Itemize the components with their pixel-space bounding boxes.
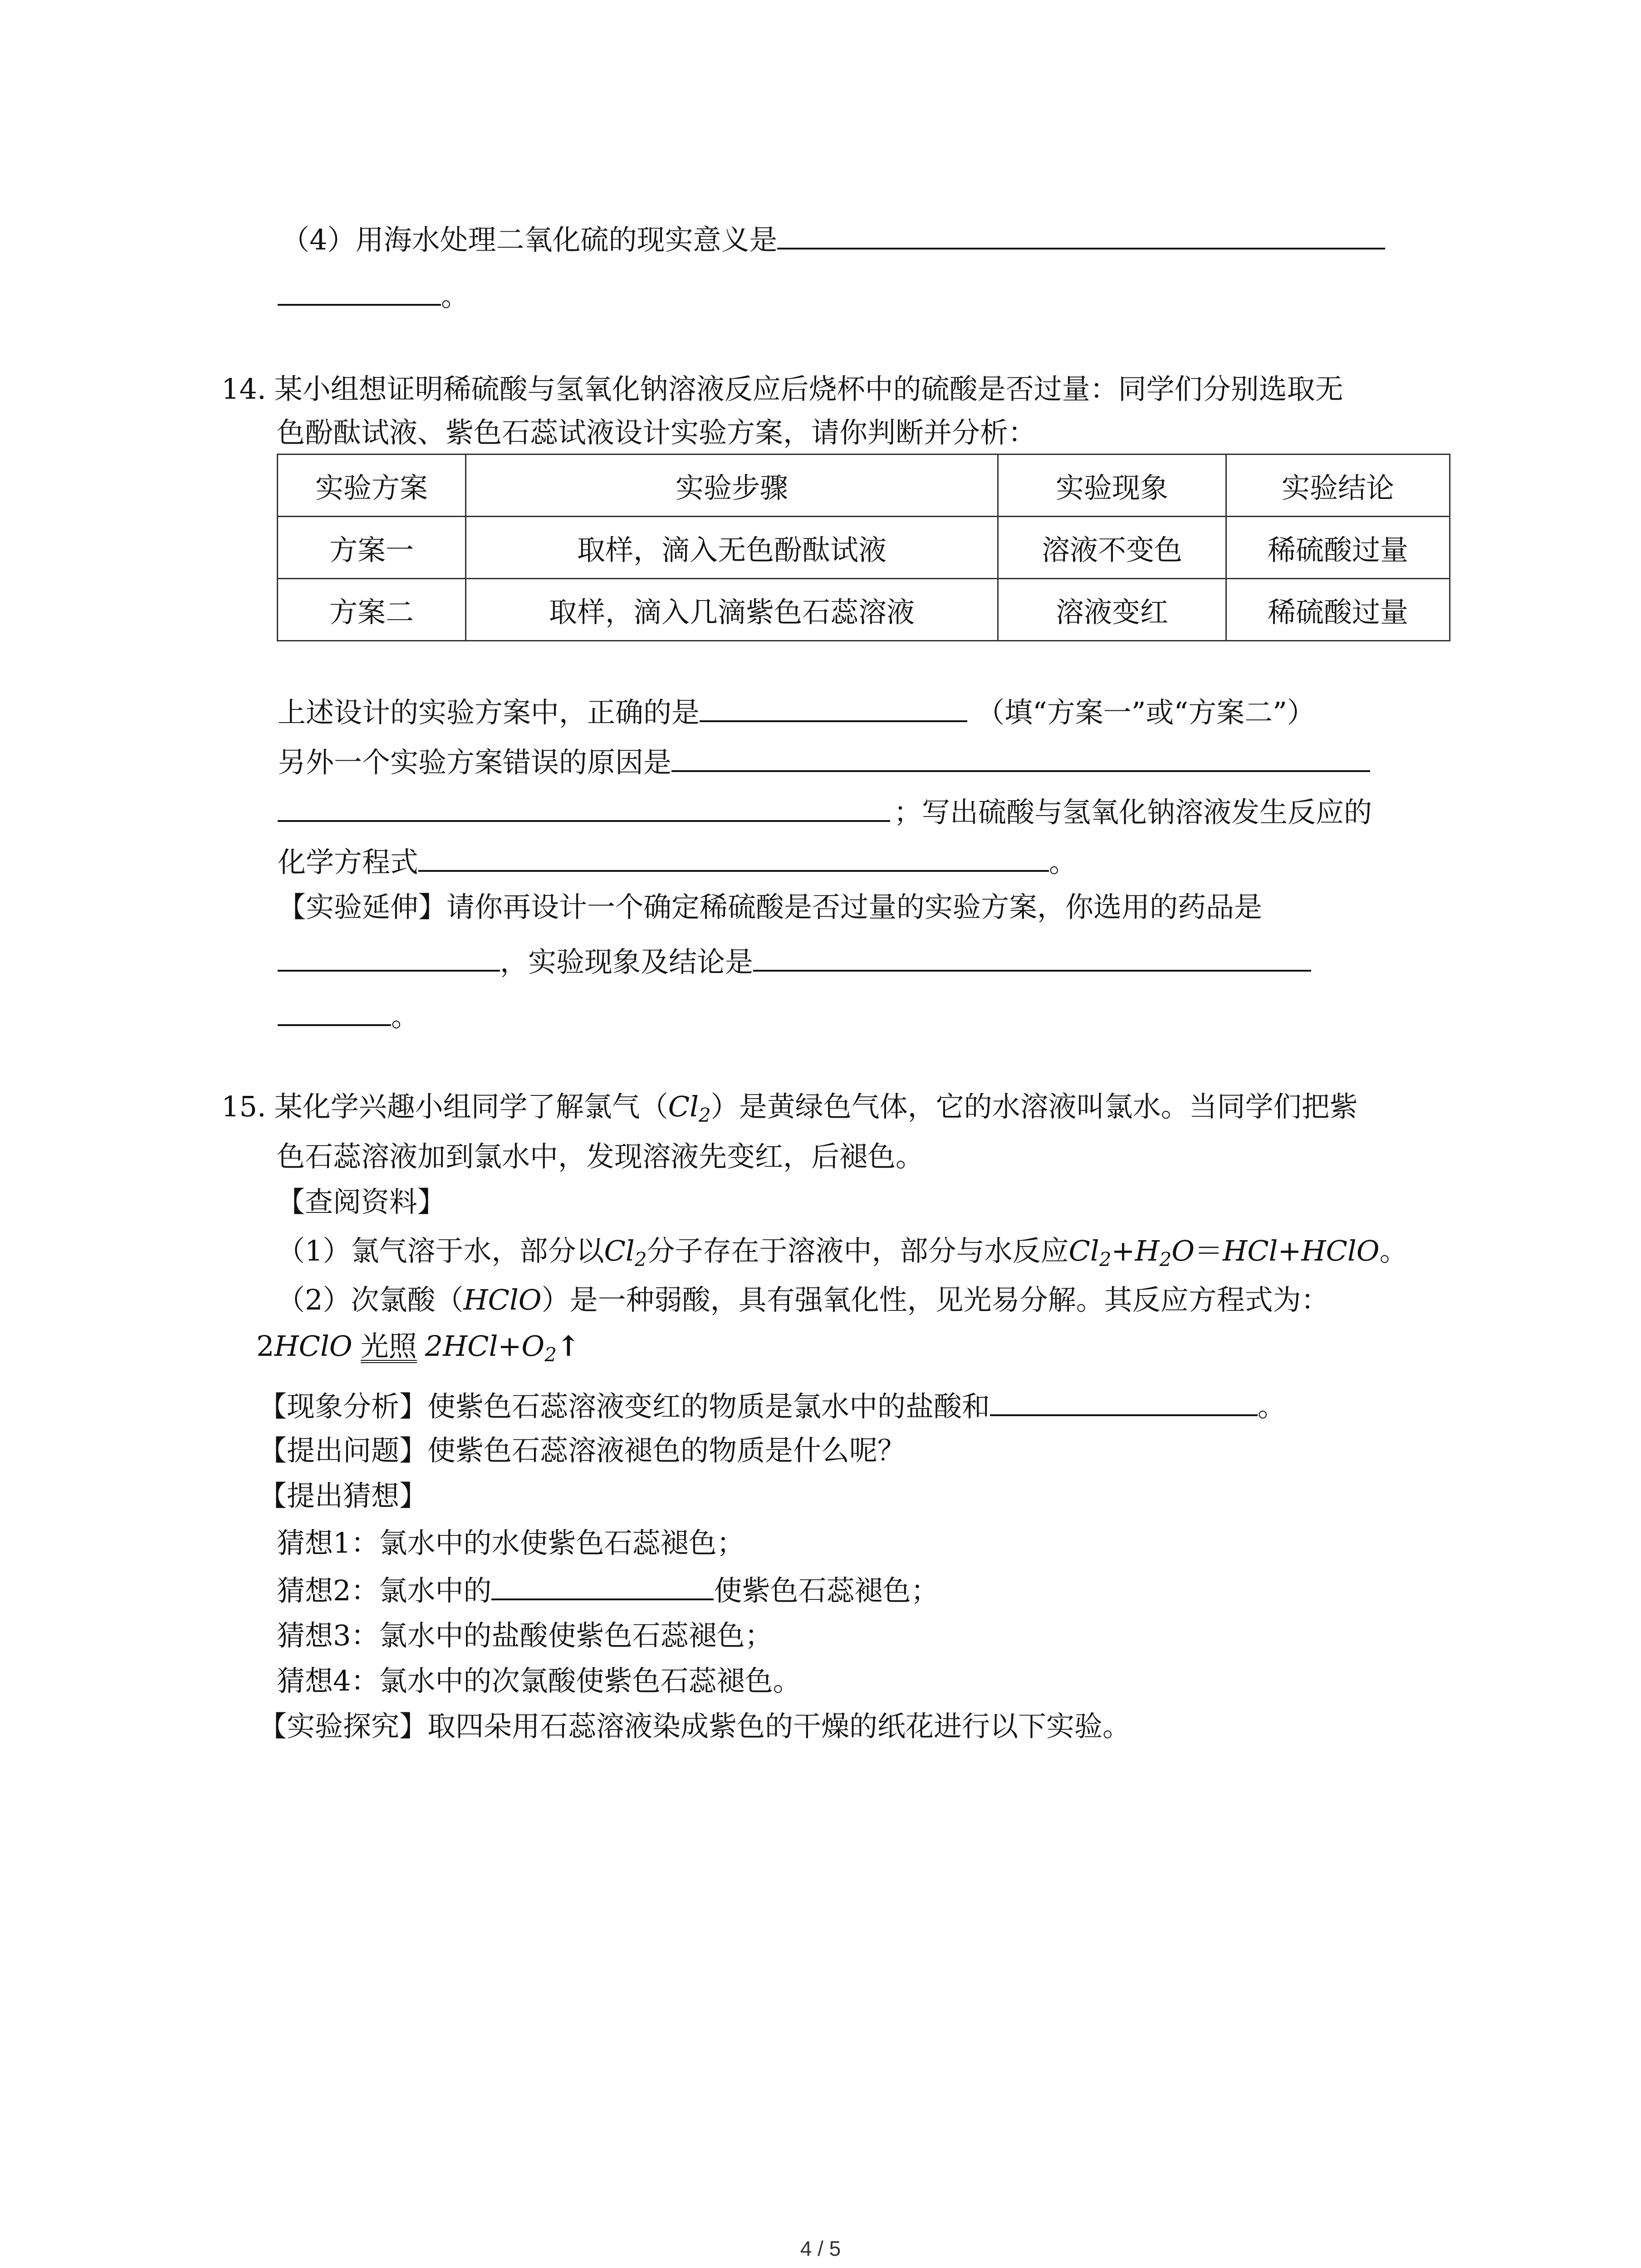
- q15-line1: 15. 某化学兴趣小组同学了解氯气$(Cl_2)$是黄绿色气体，它的水溶液叫氯水。当同学们把紫: [221, 1090, 1358, 1126]
- q15-line9: 【提出猜想】: [259, 1479, 428, 1512]
- q13-part4-line: [281, 221, 1385, 258]
- q15-line13: 猜想4：氯水中的次氯酸使紫色石蕊褪色。: [277, 1664, 801, 1697]
- q15-guess2-blank[interactable]: [491, 1572, 714, 1600]
- q15-line12: 猜想3：氯水中的盐酸使紫色石蕊褪色；: [277, 1619, 773, 1652]
- table-cell: 取样，滴入几滴紫色石蕊溶液: [466, 579, 998, 641]
- q14-line4: 化学方程式 。: [278, 844, 1077, 880]
- q14-line3: ；写出硫酸与氢氧化钠溶液发生反应的: [278, 794, 1372, 831]
- table-cell: 溶液不变色: [998, 517, 1226, 579]
- light-condition: 光照: [360, 1330, 417, 1363]
- q14-intro-line1: 14. 某小组想证明稀硫酸与氢氧化钠溶液反应后烧杯中的硫酸是否过量：同学们分别选取无: [221, 372, 1343, 406]
- table-header-cell: 实验步骤: [466, 455, 998, 517]
- q14-phenomenon-blank[interactable]: [753, 943, 1311, 972]
- q15-line5: （2）次氯酸（HClO）是一种弱酸，具有强氧化性，见光易分解。其反应方程式为：: [277, 1283, 1329, 1316]
- q13-part4-text: （4）用海水处理二氧化硫的现实意义是: [281, 223, 778, 256]
- q14-line6: ，实验现象及结论是: [278, 943, 1311, 980]
- table-cell: 稀硫酸过量: [1226, 579, 1450, 641]
- page-number: 4 / 5: [800, 2237, 841, 2260]
- q15-line11: 猜想2：氯水中的 使紫色石蕊褪色；: [277, 1572, 939, 1609]
- table-cell: 稀硫酸过量: [1226, 517, 1450, 579]
- q14-correct-plan-blank[interactable]: [700, 694, 967, 722]
- q13-part4-cont: 。: [278, 278, 469, 314]
- table-cell: 溶液变红: [998, 579, 1226, 641]
- q14-reason-blank[interactable]: [671, 744, 1370, 772]
- q15-line2: 色石蕊溶液加到氯水中，发现溶液先变红，后褪色。: [277, 1140, 924, 1173]
- q15-line6-equation: 2HClO 光照 $2HCl+O_2↑$: [256, 1330, 580, 1366]
- q14-phenomenon-blank2[interactable]: [278, 998, 391, 1026]
- table-row: [278, 579, 1450, 641]
- q15-line10: 猜想1：氯水中的水使紫色石蕊褪色；: [277, 1526, 745, 1559]
- table-row: [278, 517, 1450, 579]
- table-header-cell: 实验方案: [278, 455, 466, 517]
- q15-line7: 【现象分析】使紫色石蕊溶液变红的物质是氯水中的盐酸和 。: [259, 1388, 1286, 1425]
- q15-line3: 【查阅资料】: [277, 1185, 446, 1218]
- q14-experiment-table: [277, 454, 1450, 641]
- q14-line2: 另外一个实验方案错误的原因是: [278, 744, 1370, 781]
- table-header-cell: 实验现象: [998, 455, 1226, 517]
- q14-number: 14.: [221, 372, 266, 406]
- q14-reason-blank2[interactable]: [278, 794, 890, 822]
- q15-line14: 【实验探究】取四朵用石蕊溶液染成紫色的干燥的纸花进行以下实验。: [259, 1710, 1131, 1743]
- table-cell: 取样，滴入无色酚酞试液: [466, 517, 998, 579]
- table-cell: 方案二: [278, 579, 466, 641]
- q14-intro-line2: 色酚酞试液、紫色石蕊试液设计实验方案，请你判断并分析：: [277, 416, 1037, 449]
- q15-acid-blank[interactable]: [990, 1388, 1258, 1416]
- q14-line7: 。: [278, 998, 419, 1035]
- q15-line8: 【提出问题】使紫色石蕊溶液褪色的物质是什么呢？: [259, 1434, 906, 1467]
- q15-number: 15.: [221, 1090, 266, 1123]
- q14-line1: 上述设计的实验方案中，正确的是 （填“方案一”或“方案二”）: [278, 694, 1315, 731]
- q13-part4-blank[interactable]: [777, 221, 1385, 249]
- gas-arrow-icon: ↑: [556, 1330, 580, 1363]
- q13-part4-blank2[interactable]: [278, 278, 441, 306]
- q15-line4: （1）氯气溶于水，部分以$Cl_2$分子存在于溶液中，部分与水反应$Cl_2+H_2O=HCl+HClO$。: [277, 1234, 1408, 1271]
- q14-equation-blank[interactable]: [418, 844, 1049, 872]
- table-cell: 方案一: [278, 517, 466, 579]
- table-header-cell: 实验结论: [1226, 455, 1450, 517]
- q14-line5: 【实验延伸】请你再设计一个确定稀硫酸是否过量的实验方案，你选用的药品是: [278, 890, 1263, 924]
- q14-reagent-blank[interactable]: [278, 943, 500, 972]
- table-header-row: [278, 455, 1450, 517]
